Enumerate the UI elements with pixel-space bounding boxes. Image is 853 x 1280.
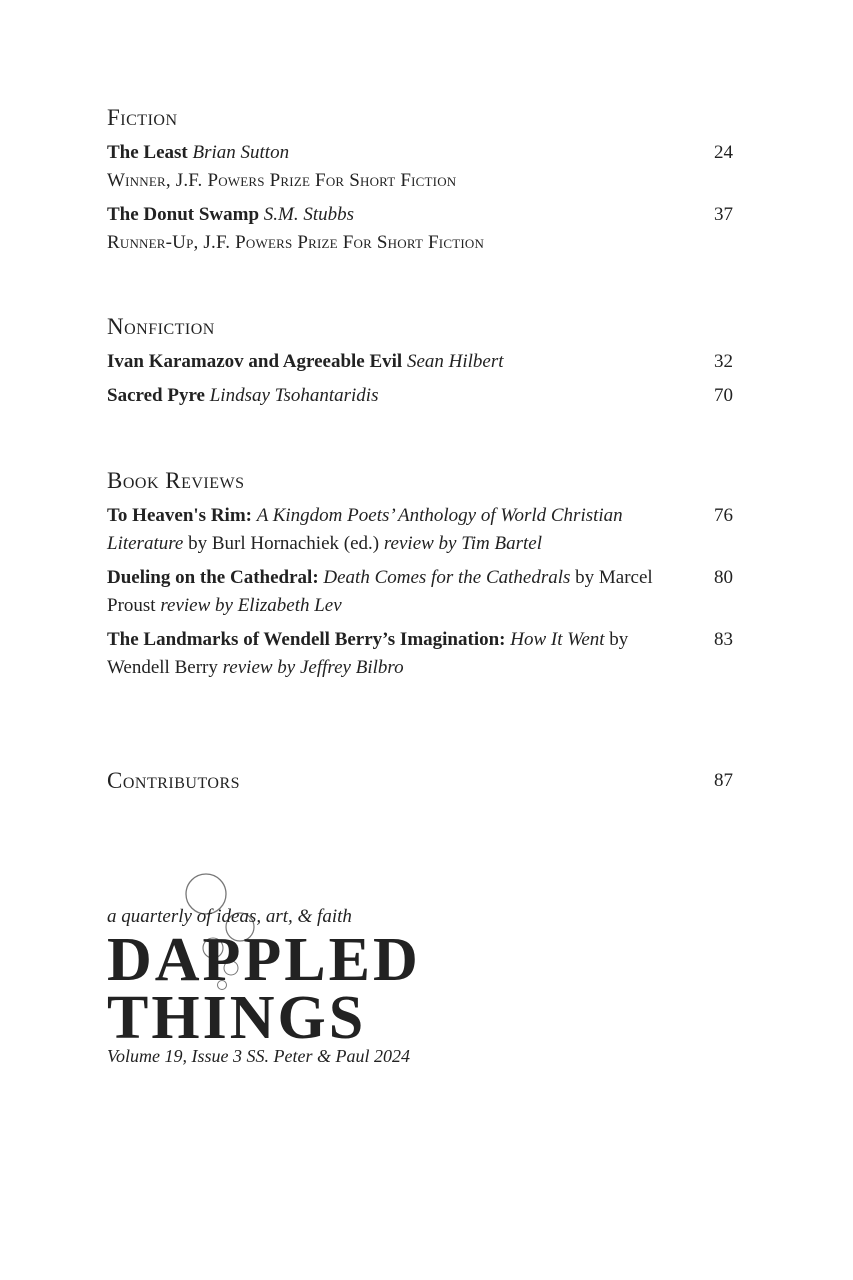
entry-subtitle: Runner-Up, J.F. Powers Prize For Short Fiction [107, 232, 485, 253]
reviewed-work: Death Comes for the Cathedrals [323, 567, 571, 588]
entry-author: Lindsay Tsohantaridis [209, 385, 379, 406]
reviewed-author: by Wendell Berry [107, 629, 629, 678]
entry-title: The Donut Swamp [107, 204, 260, 225]
reviewer: review by Tim Bartel [383, 533, 542, 554]
reviewed-author: by Marcel Proust [107, 567, 653, 616]
nonfiction-heading: Nonfiction [107, 314, 215, 339]
page-number: 80 [714, 567, 733, 588]
reviewed-author: by Burl Hornachiek (ed.) [188, 533, 380, 554]
entry-title: Sacred Pyre [107, 385, 205, 406]
issue-info: Volume 19, Issue 3 SS. Peter & Paul 2024 [107, 1046, 410, 1066]
toc-entry[interactable] [107, 626, 733, 682]
page-number: 37 [714, 204, 733, 225]
toc-entry[interactable] [107, 564, 733, 620]
reviewer: review by Elizabeth Lev [160, 595, 342, 616]
entry-author: Sean Hilbert [406, 351, 504, 372]
reviewer: review by Jeffrey Bilbro [222, 657, 404, 678]
contributors-heading: Contributors [107, 768, 241, 793]
masthead-line2: THINGS [107, 984, 367, 1052]
entry-author: Brian Sutton [192, 142, 290, 163]
reviewed-work: A Kingdom Poets’ Anthology of World Christian Literature [107, 505, 623, 554]
page-number: 32 [714, 351, 733, 372]
toc-entry[interactable] [107, 201, 733, 257]
contributors-section[interactable] [107, 768, 733, 794]
tagline: a quarterly of ideas, art, & faith [107, 906, 352, 927]
entry-title: The Landmarks of Wendell Berry’s Imagination: [107, 629, 506, 650]
reviews-heading: Book Reviews [107, 468, 245, 493]
masthead-line1: DAPPLED [107, 926, 421, 994]
toc-entry[interactable] [107, 139, 733, 195]
page-number: 83 [714, 629, 733, 650]
nonfiction-section [107, 314, 733, 416]
page-number: 24 [714, 142, 733, 163]
reviews-section [107, 468, 733, 688]
reviewed-work: How It Went [510, 629, 605, 650]
page-number: 70 [714, 385, 733, 406]
fiction-section [107, 105, 733, 263]
entry-title: To Heaven's Rim: [107, 505, 252, 526]
entry-title: Ivan Karamazov and Agreeable Evil [107, 351, 403, 372]
page-number: 87 [714, 770, 733, 791]
toc-entry[interactable] [107, 382, 733, 410]
entry-subtitle: Winner, J.F. Powers Prize For Short Fiction [107, 170, 457, 191]
entry-author: S.M. Stubbs [263, 204, 355, 225]
entry-title: Dueling on the Cathedral: [107, 567, 319, 588]
masthead-logo [107, 870, 507, 1080]
toc-entry[interactable] [107, 502, 733, 558]
entry-title: The Least [107, 142, 188, 163]
fiction-heading: Fiction [107, 105, 178, 130]
toc-entry[interactable] [107, 348, 733, 376]
page-number: 76 [714, 505, 733, 526]
